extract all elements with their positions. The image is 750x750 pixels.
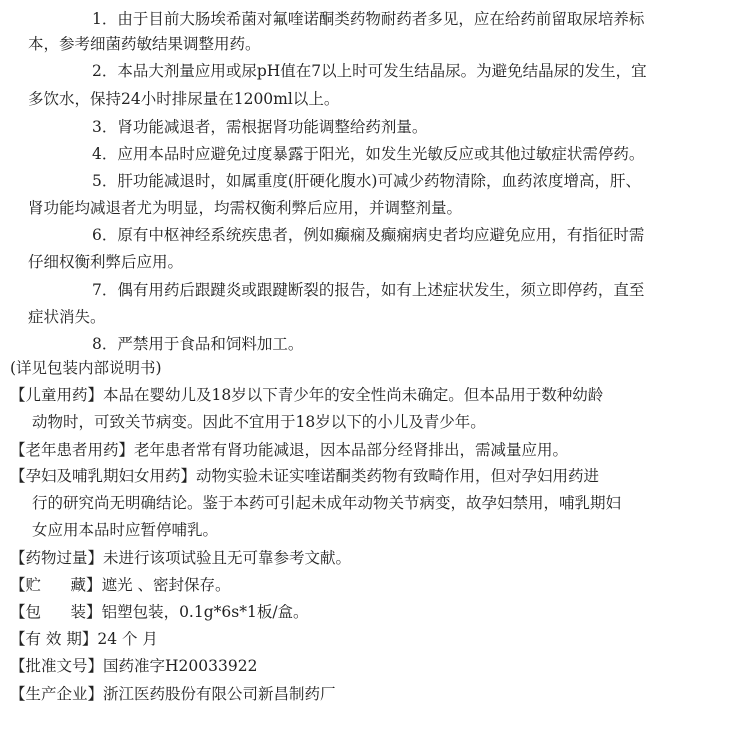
section-expiry	[0, 626, 750, 652]
item-1-line-2: 本，参考细菌药敏结果调整用药。	[28, 35, 261, 53]
section-approval-number	[0, 653, 750, 679]
see-insert-note: (详见包装内部说明书)	[10, 359, 162, 377]
section-label: 【孕妇及哺乳期妇女用药】	[10, 467, 197, 485]
section-children-line-1	[0, 382, 750, 408]
item-2-line-2: 多饮水，保持24小时排尿量在1200ml以上。	[28, 90, 340, 108]
section-text: 未进行该项试验且无可靠参考文献。	[103, 549, 352, 567]
item-5-line-1: 5．肝功能减退时，如属重度(肝硬化腹水)可减少药物清除，血药浓度增高，肝、	[92, 172, 641, 190]
section-storage	[0, 572, 750, 598]
section-label: 【儿童用药】	[10, 386, 104, 404]
section-packaging	[0, 599, 750, 625]
item-6-line-1: 6．原有中枢神经系统疾患者，例如癫痫及癫痫病史者均应避免应用，有指征时需	[92, 226, 645, 244]
section-text: 铝塑包装，0.1g*6s*1板/盒。	[101, 603, 309, 621]
section-label: 【有 效 期】	[10, 630, 98, 648]
section-label: 【老年患者用药】	[10, 441, 135, 459]
section-pregnancy-line-1	[0, 463, 750, 489]
section-label: 【包 装】	[10, 603, 102, 621]
section-text: 国药准字H20033922	[103, 657, 258, 675]
item-4-line-1: 4．应用本品时应避免过度暴露于阳光，如发生光敏反应或其他过敏症状需停药。	[92, 145, 645, 163]
item-6-line-2: 仔细权衡利弊后应用。	[28, 253, 184, 271]
item-5-line-2: 肾功能均减退者尤为明显，均需权衡利弊后应用，并调整剂量。	[28, 199, 463, 217]
item-2-line-1: 2．本品大剂量应用或尿pH值在7以上时可发生结晶尿。为避免结晶尿的发生，宜	[92, 62, 647, 80]
section-overdose	[0, 545, 750, 571]
section-pregnancy-line-2: 行的研究尚无明确结论。鉴于本药可引起未成年动物关节病变，故孕妇禁用，哺乳期妇	[32, 494, 622, 512]
section-elderly-line-1	[0, 437, 750, 463]
section-label: 【批准文号】	[10, 657, 104, 675]
section-text: 老年患者常有肾功能减退，因本品部分经肾排出，需减量应用。	[134, 441, 569, 459]
section-text: 浙江医药股份有限公司新昌制药厂	[103, 685, 336, 703]
section-text: 本品在婴幼儿及18岁以下青少年的安全性尚未确定。但本品用于数种幼龄	[103, 386, 604, 404]
item-8-line-1: 8．严禁用于食品和饲料加工。	[92, 335, 304, 353]
section-label: 【生产企业】	[10, 685, 104, 703]
section-pregnancy-line-3: 女应用本品时应暂停哺乳。	[32, 521, 219, 539]
section-text: 24 个 月	[97, 630, 158, 648]
section-label: 【药物过量】	[10, 549, 104, 567]
section-children-line-2: 动物时，可致关节病变。因此不宜用于18岁以下的小儿及青少年。	[32, 413, 486, 431]
section-text: 遮光 、密封保存。	[101, 576, 231, 594]
item-3-line-1: 3．肾功能减退者，需根据肾功能调整给药剂量。	[92, 118, 428, 136]
section-manufacturer	[0, 681, 750, 707]
item-7-line-1: 7．偶有用药后跟踺炎或跟踺断裂的报告，如有上述症状发生，须立即停药，直至	[92, 281, 645, 299]
item-1-line-1: 1．由于目前大肠埃希菌对氟喹诺酮类药物耐药者多见，应在给药前留取尿培养标	[92, 10, 645, 28]
section-label: 【贮 藏】	[10, 576, 102, 594]
section-text: 动物实验未证实喹诺酮类药物有致畸作用，但对孕妇用药进	[196, 467, 600, 485]
item-7-line-2: 症状消失。	[28, 308, 106, 326]
